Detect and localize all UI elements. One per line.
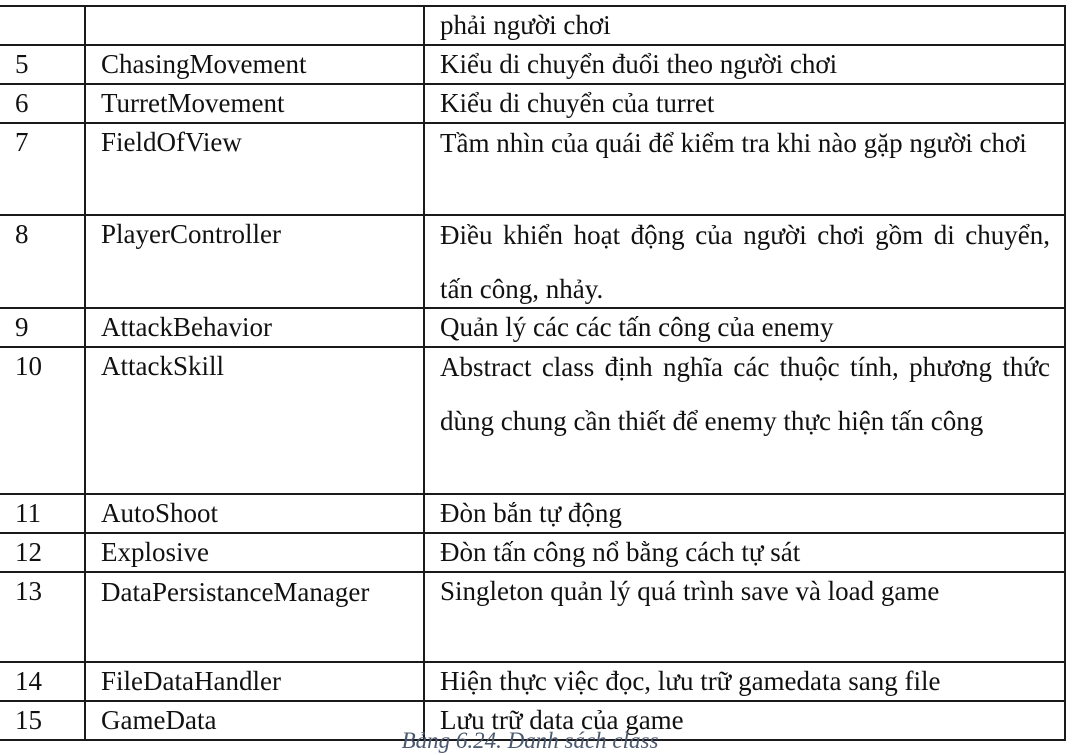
table-row: [0, 494, 1065, 533]
table-row: [0, 347, 1065, 494]
class-description: Đòn tấn công nổ bằng cách tự sát: [424, 533, 1065, 572]
class-description-cell: [424, 215, 1065, 308]
table-row: [0, 6, 1065, 45]
row-number: 7: [0, 123, 85, 215]
class-name: AttackSkill: [85, 347, 424, 494]
row-number: 5: [0, 45, 85, 84]
table-row: [0, 45, 1065, 84]
row-number: 15: [0, 701, 85, 740]
class-description: Abstract class định nghĩa các thuộc tính, phương thức dùng chung cần thiết để enemy thực hiện tấn công: [440, 352, 1050, 436]
class-name: FieldOfView: [85, 123, 424, 215]
row-number: 13: [0, 572, 85, 662]
row-number: 6: [0, 84, 85, 123]
class-name: [85, 6, 424, 45]
class-description: Lưu trữ data của game: [424, 701, 1065, 740]
class-list-table: [0, 5, 1066, 741]
class-description-cell: [424, 123, 1065, 215]
class-description: Quản lý các các tấn công của enemy: [424, 308, 1065, 347]
class-name: ChasingMovement: [85, 45, 424, 84]
row-number: 14: [0, 662, 85, 701]
class-name: TurretMovement: [85, 84, 424, 123]
class-name: AttackBehavior: [85, 308, 424, 347]
class-name: Explosive: [85, 533, 424, 572]
table-row: [0, 215, 1065, 308]
class-description: Đòn bắn tự động: [424, 494, 1065, 533]
class-description: Kiểu di chuyển của turret: [424, 84, 1065, 123]
class-description: Singleton quản lý quá trình save và load game: [424, 572, 1065, 662]
class-description: phải người chơi: [424, 6, 1065, 45]
row-number: 9: [0, 308, 85, 347]
table-caption: Bảng 6.24. Danh sách class: [401, 728, 659, 753]
row-number: 11: [0, 494, 85, 533]
class-name-cell: [85, 572, 424, 662]
class-name: PlayerController: [85, 215, 424, 308]
table-row: [0, 662, 1065, 701]
class-name: FileDataHandler: [85, 662, 424, 701]
table-row: [0, 572, 1065, 662]
class-description: Tầm nhìn của quái để kiểm tra khi nào gặp người chơi: [440, 128, 1027, 158]
class-name: AutoShoot: [85, 494, 424, 533]
class-description: Hiện thực việc đọc, lưu trữ gamedata sang file: [424, 662, 1065, 701]
row-number: [0, 6, 85, 45]
row-number: 8: [0, 215, 85, 308]
class-description-cell: [424, 347, 1065, 494]
class-description: Điều khiển hoạt động của người chơi gồm di chuyển, tấn công, nhảy.: [440, 220, 1050, 304]
class-name: DataPersistanceManager: [101, 577, 370, 607]
class-name: GameData: [85, 701, 424, 740]
class-description: Kiểu di chuyển đuổi theo người chơi: [424, 45, 1065, 84]
row-number: 10: [0, 347, 85, 494]
table-row: [0, 123, 1065, 215]
row-number: 12: [0, 533, 85, 572]
